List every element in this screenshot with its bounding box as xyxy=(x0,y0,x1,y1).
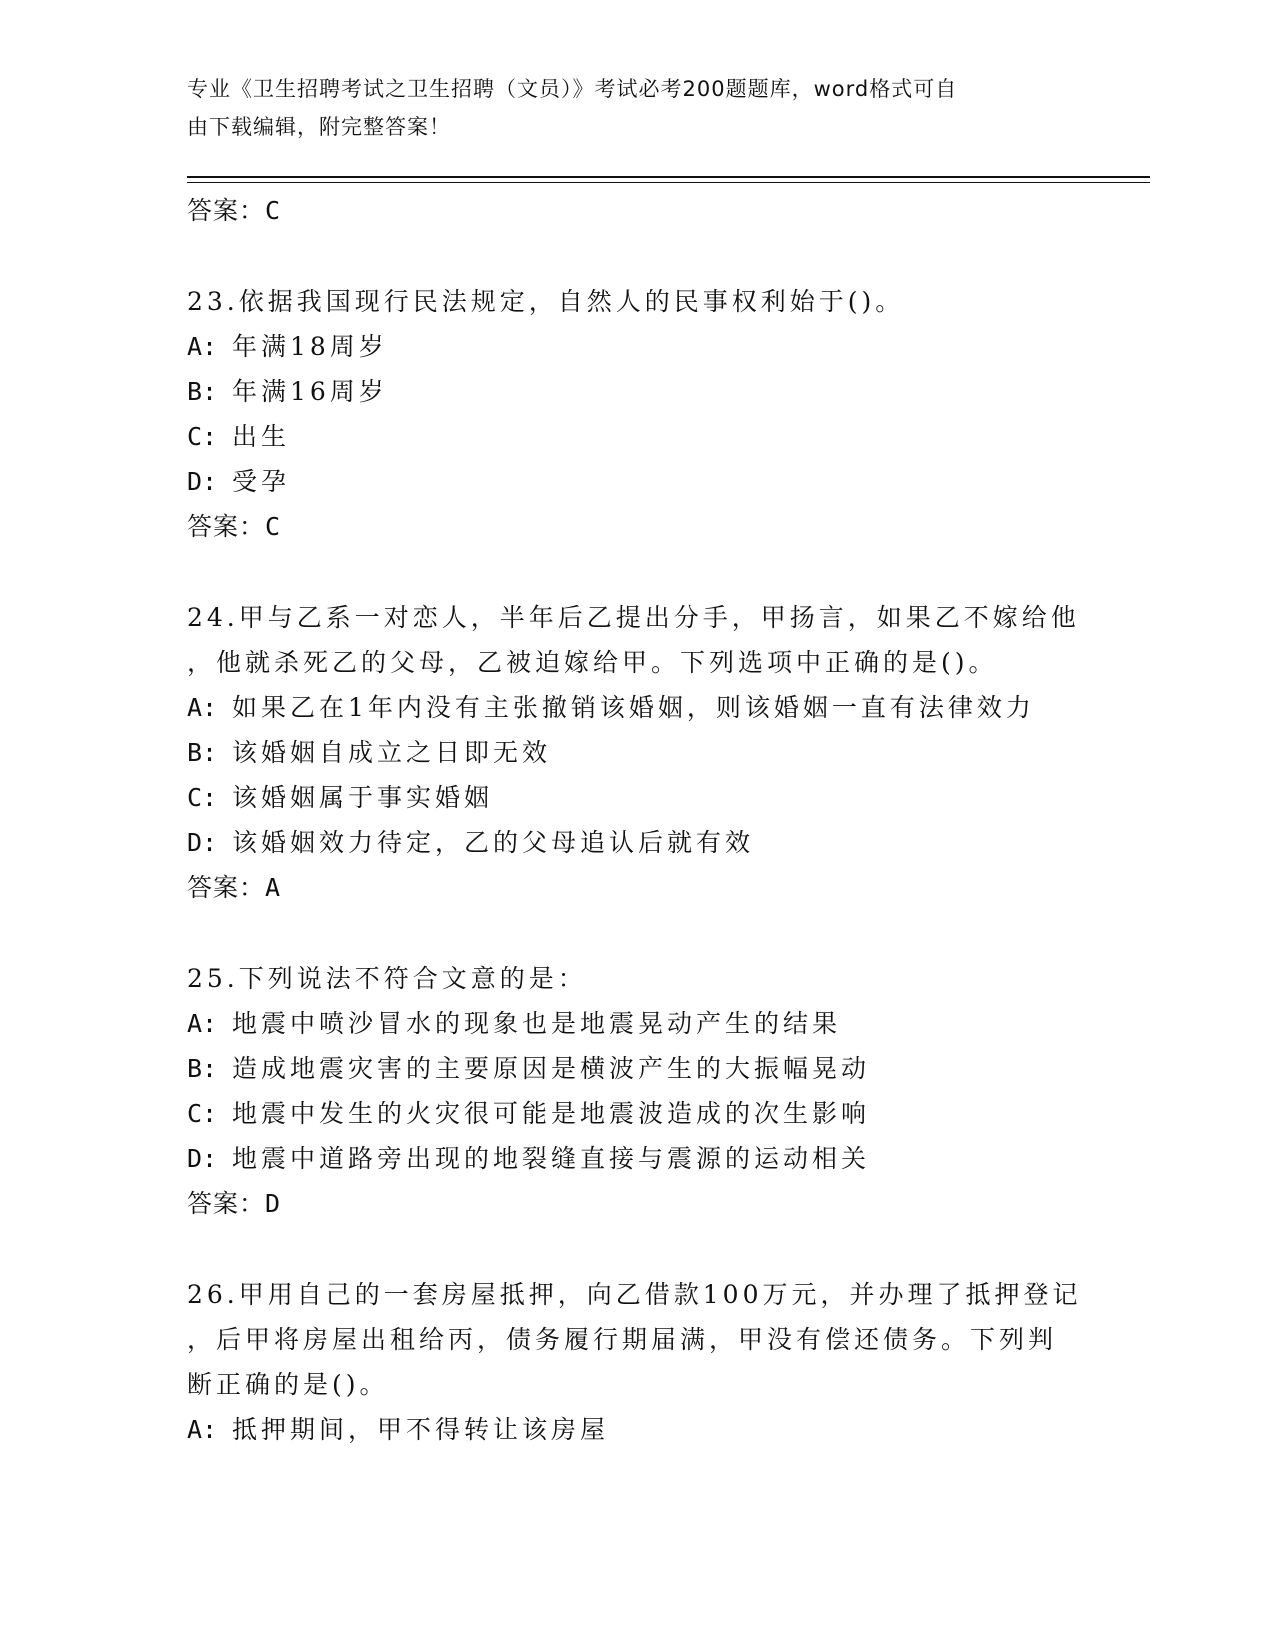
option-text: 抵押期间，甲不得转让该房屋 xyxy=(232,1415,610,1444)
header-rule-thick xyxy=(187,176,1150,178)
option-text: 该婚姻效力待定，乙的父母追认后就有效 xyxy=(232,828,755,857)
option-text: 年满18周岁 xyxy=(232,332,388,361)
option-text: 该婚姻属于事实婚姻 xyxy=(232,783,494,812)
answer-label: 答案： xyxy=(187,196,266,225)
question-stem-line: 断正确的是()。 xyxy=(187,1370,389,1399)
question-stem-line: ，他就杀死乙的父母，乙被迫嫁给甲。下列选项中正确的是()。 xyxy=(187,648,998,677)
header-line-1: 专业《卫生招聘考试之卫生招聘（文员）》考试必考200题题库，word格式可自 xyxy=(187,77,958,101)
option-key: D: xyxy=(187,828,218,857)
option-key: B: xyxy=(187,1054,218,1083)
option-key: C: xyxy=(187,422,218,451)
option-row xyxy=(187,1091,1087,1136)
option-key: B: xyxy=(187,738,218,767)
option-row xyxy=(187,1136,1087,1181)
option-text: 如果乙在1年内没有主张撤销该婚姻，则该婚姻一直有法律效力 xyxy=(232,693,1035,722)
question-spacer xyxy=(187,1226,1087,1272)
option-text: 地震中喷沙冒水的现象也是地震晃动产生的结果 xyxy=(232,1009,842,1038)
question-stem-line: ，后甲将房屋出租给丙，债务履行期届满，甲没有偿还债务。下列判 xyxy=(187,1325,1058,1354)
option-row xyxy=(187,414,1087,459)
question-block xyxy=(187,1272,1087,1452)
question-stem-line: 26.甲用自己的一套房屋抵押，向乙借款100万元，并办理了抵押登记 xyxy=(187,1280,1082,1309)
document-header xyxy=(187,70,1067,146)
answer-value: C xyxy=(265,196,281,225)
answer-label: 答案： xyxy=(187,512,266,541)
question-stem-line: 25.下列说法不符合文意的是： xyxy=(187,964,587,993)
answer-value: C xyxy=(265,512,281,541)
option-row xyxy=(187,1407,1087,1452)
question-spacer xyxy=(187,549,1087,595)
answer-value: A xyxy=(265,873,281,902)
answer-line xyxy=(187,504,1087,549)
option-key: A: xyxy=(187,332,218,361)
option-key: A: xyxy=(187,693,218,722)
option-row xyxy=(187,324,1087,369)
option-key: A: xyxy=(187,1009,218,1038)
option-key: C: xyxy=(187,1099,218,1128)
question-block xyxy=(187,595,1087,910)
option-text: 地震中道路旁出现的地裂缝直接与震源的运动相关 xyxy=(232,1144,871,1173)
option-text: 年满16周岁 xyxy=(232,377,388,406)
option-text: 该婚姻自成立之日即无效 xyxy=(232,738,552,767)
question-block xyxy=(187,279,1087,549)
option-row xyxy=(187,730,1087,775)
option-key: A: xyxy=(187,1415,218,1444)
question-spacer xyxy=(187,233,1087,279)
option-row xyxy=(187,459,1087,504)
question-list xyxy=(187,188,1087,1452)
answer-label: 答案： xyxy=(187,873,266,902)
option-row xyxy=(187,775,1087,820)
option-text: 受孕 xyxy=(232,467,291,496)
previous-answer xyxy=(187,188,1087,233)
header-line-2: 由下载编辑，附完整答案！ xyxy=(187,115,451,139)
option-row xyxy=(187,685,1087,730)
question-stem-line: 24.甲与乙系一对恋人，半年后乙提出分手，甲扬言，如果乙不嫁给他 xyxy=(187,603,1080,632)
option-key: C: xyxy=(187,783,218,812)
option-key: D: xyxy=(187,1144,218,1173)
option-text: 造成地震灾害的主要原因是横波产生的大振幅晃动 xyxy=(232,1054,871,1083)
option-key: B: xyxy=(187,377,218,406)
answer-label: 答案： xyxy=(187,1189,266,1218)
answer-value: D xyxy=(265,1189,281,1218)
option-text: 出生 xyxy=(232,422,291,451)
answer-line xyxy=(187,865,1087,910)
answer-line xyxy=(187,1181,1087,1226)
option-row xyxy=(187,1001,1087,1046)
question-block xyxy=(187,956,1087,1226)
question-stem-line: 23.依据我国现行民法规定，自然人的民事权利始于()。 xyxy=(187,287,905,316)
option-text: 地震中发生的火灾很可能是地震波造成的次生影响 xyxy=(232,1099,871,1128)
header-rule-thin xyxy=(187,182,1150,183)
option-row xyxy=(187,1046,1087,1091)
option-key: D: xyxy=(187,467,218,496)
questions-container xyxy=(187,233,1087,1452)
question-spacer xyxy=(187,910,1087,956)
option-row xyxy=(187,820,1087,865)
option-row xyxy=(187,369,1087,414)
